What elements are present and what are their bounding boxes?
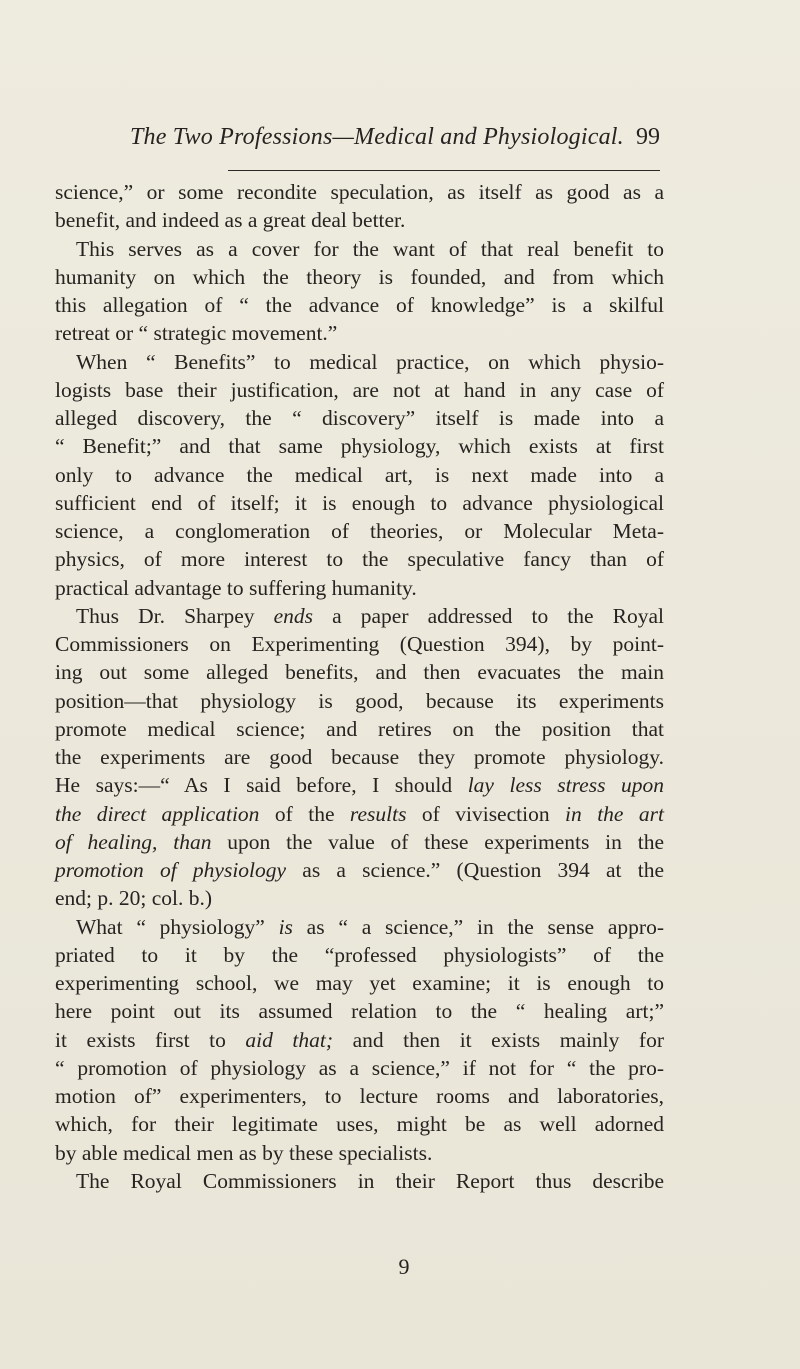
text-segment: alleged discovery, the “ discovery” itself is made into a: [55, 406, 664, 430]
text-segment: experimenting school, we may yet examine; it is enough to: [55, 971, 664, 995]
text-segment: position—that physiology is good, because its experiments: [55, 688, 664, 713]
text-line: [55, 461, 664, 489]
text-line: [55, 913, 664, 941]
italic-text: is: [278, 914, 293, 939]
text-line: [55, 856, 664, 884]
text-line: [55, 404, 664, 432]
text-segment: by able medical men as by these specialists.: [55, 1140, 433, 1165]
text-line: [55, 1110, 664, 1138]
text-line: [55, 376, 664, 404]
text-segment: This serves as a cover for the want of that real benefit to: [76, 236, 664, 261]
italic-text: promotion of physiology: [55, 858, 287, 882]
text-line: [55, 1082, 664, 1110]
text-segment: Commissioners on Experimenting (Question 394), by point-: [55, 632, 664, 656]
text-segment: end; p. 20; col. b.): [55, 886, 213, 911]
text-line: [55, 348, 664, 376]
text-line: [55, 432, 664, 460]
text-line: [55, 1139, 664, 1167]
italic-text: lay less stress upon: [467, 773, 664, 798]
text-segment: logists base their justification, are not at hand in any case of: [55, 377, 664, 402]
text-segment: The Royal Commissioners in their Report thus describe: [76, 1168, 664, 1193]
text-segment: humanity on which the theory is founded, and from which: [55, 264, 664, 289]
text-line: [55, 1054, 664, 1082]
text-segment: as “ a science,” in the sense appro-: [292, 914, 664, 939]
italic-text: in the art: [565, 801, 664, 826]
text-segment: “ promotion of physiology as a science,” if not for “ the pro-: [55, 1055, 664, 1080]
text-line: [55, 263, 664, 291]
text-segment: science, a conglomeration of theories, or Molecular Meta-: [55, 519, 664, 543]
text-line: [55, 235, 664, 263]
text-segment: physics, of more interest to the speculative fancy than of: [55, 547, 664, 572]
text-segment: priated to it by the “professed physiologists” of the: [55, 942, 664, 967]
text-segment: sufficient end of itself; it is enough to advance physiological: [55, 490, 664, 515]
text-segment: retreat or “ strategic movement.”: [55, 321, 338, 346]
text-segment: Thus Dr. Sharpey: [76, 603, 274, 628]
header-rule: [228, 170, 660, 171]
text-line: [55, 574, 664, 602]
running-header: [130, 124, 660, 154]
italic-text: of healing, than: [55, 829, 212, 854]
text-segment: which, for their legitimate uses, might be as well adorned: [55, 1112, 664, 1137]
text-line: [55, 1167, 664, 1195]
text-line: [55, 291, 664, 319]
text-segment: this allegation of “ the advance of knowledge” is a skilful: [55, 293, 664, 317]
text-segment: as a science.” (Question 394 at the: [286, 858, 664, 882]
text-line: [55, 715, 664, 743]
text-line: [55, 828, 664, 856]
text-segment: of vivisection: [406, 801, 566, 826]
text-line: [55, 743, 664, 771]
text-segment: ing out some alleged benefits, and then evacuates the main: [55, 660, 664, 685]
italic-text: results: [349, 801, 407, 826]
text-line: [55, 941, 664, 969]
text-segment: science,” or some recondite speculation, as itself as good as a: [55, 180, 664, 204]
running-title: The Two Professions—Medical and Physiological.: [130, 124, 624, 150]
page-number: 99: [636, 124, 660, 150]
text-segment: He says:—“ As I said before, I should: [55, 773, 468, 798]
italic-text: aid that;: [245, 1027, 334, 1052]
text-line: [55, 517, 664, 545]
text-line: [55, 206, 664, 234]
text-line: [55, 687, 664, 715]
text-segment: benefit, and indeed as a great deal better.: [55, 208, 406, 233]
text-segment: a paper addressed to the Royal: [313, 603, 664, 628]
text-segment: here point out its assumed relation to the “ healing art;”: [55, 999, 664, 1024]
text-segment: the experiments are good because they promote physiology.: [55, 745, 664, 769]
text-line: [55, 997, 664, 1025]
text-segment: When “ Benefits” to medical practice, on which physio-: [76, 349, 664, 374]
text-segment: only to advance the medical art, is next made into a: [55, 462, 664, 487]
text-line: [55, 884, 664, 912]
body-text: [55, 178, 664, 1195]
text-line: [55, 658, 664, 686]
italic-text: ends: [273, 603, 314, 628]
text-line: [55, 771, 664, 799]
text-line: [55, 545, 664, 573]
italic-text: the direct application: [55, 801, 260, 826]
text-segment: upon the value of these experiments in the: [211, 829, 664, 854]
text-segment: and then it exists mainly for: [333, 1027, 665, 1052]
text-line: [55, 630, 664, 658]
text-line: [55, 319, 664, 347]
signature-mark: 9: [398, 1254, 410, 1279]
text-segment: What “ physiology”: [76, 914, 279, 939]
text-line: [55, 800, 664, 828]
text-segment: “ Benefit;” and that same physiology, which exists at first: [55, 434, 664, 459]
text-line: [55, 1026, 664, 1054]
text-segment: motion of” experimenters, to lecture rooms and laboratories,: [55, 1084, 664, 1108]
text-segment: it exists first to: [55, 1027, 246, 1052]
text-line: [55, 489, 664, 517]
text-segment: of the: [259, 801, 350, 826]
text-segment: practical advantage to suffering humanity.: [55, 575, 417, 600]
text-line: [55, 178, 664, 206]
text-line: [55, 969, 664, 997]
text-segment: promote medical science; and retires on the position that: [55, 716, 664, 741]
text-line: [55, 602, 664, 630]
